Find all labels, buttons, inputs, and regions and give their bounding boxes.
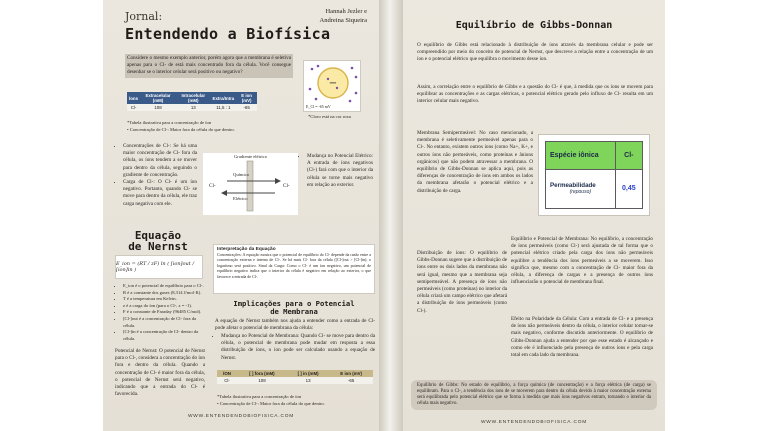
implications-table	[217, 370, 373, 384]
footer-url[interactable]: WWW.ENTENDENDOBIOFISICA.COM	[480, 420, 588, 425]
table-cell: 11,5 : 1	[211, 104, 237, 111]
table-cell: 13	[176, 104, 211, 111]
table-cell: 108	[237, 377, 287, 384]
implications-caption-text: *Tabela ilustrativa para a concentração de íon	[217, 394, 302, 399]
table-header: Extra/Intra	[211, 92, 237, 104]
table-header: E ion (mV)	[329, 370, 373, 377]
table-header: [ ] in (mM)	[287, 370, 329, 377]
table-cell: -65	[236, 104, 257, 111]
table-caption-bullet: • Concentração de Cl-: Maior fora da célula do que dentro.	[127, 126, 235, 132]
permeability-table	[545, 141, 643, 209]
list-item: • E_ion é o potencial de equilíbrio para o Cl-.	[123, 283, 205, 290]
table-cell: 108	[140, 104, 176, 111]
permeability-card	[538, 134, 650, 216]
list-item: • z é a carga do íon (para o Cl-, z = -1).	[123, 303, 205, 310]
effect-paragraph: Efeito na Polaridade da Célula: Com a entrada de Cl- e a presença de íons não permeáveis dentro da célula, o interior celular tornar-se mais negativo, conforme discutido anteriormente. O equilíbrio de Gibbs-Donnan ajuda a entender por que esse estado é alcançado e como ele é influenciado pela presença de outros íons e pela carga total em cada lado da membrana.	[511, 316, 653, 359]
table-caption-text: *Tabela ilustrativa para a concentração de íon	[127, 120, 212, 125]
table-caption-bullet-text: Concentração de Cl-: Maior fora da célula do que dentro.	[129, 126, 235, 132]
page-title: Entendendo a Biofísica	[125, 25, 331, 43]
implications-list	[215, 333, 375, 362]
membrane-paragraph: Membrana Semipermeável: No caso mencionado, a membrana é seletivamente permeável apenas para o Cl-. No entanto, existem outros íons (como Na+, K+, e outros íons não permeáveis, como proteínas e ânions orgânicos) que não podem atravessar a membrana. O equilíbrio de Gibbs-Donnan se aplica aqui, pois as diferenças de concentração de íons em ambos os lados da membrana afetarão o potencial elétrico e a distribuição de carga.	[417, 130, 533, 194]
footer-url[interactable]: WWW.ENTENDENDOBIOFISICA.COM	[187, 414, 295, 419]
nernst-variable-list	[117, 283, 205, 342]
table-cell: Cl-	[127, 104, 140, 111]
gradient-ion-right: Cl-	[283, 183, 290, 189]
table-cell: Cl-	[217, 377, 237, 384]
list-item: • [Cl-]out é a concentração de Cl- fora da célula.	[123, 316, 205, 329]
right-page	[403, 0, 665, 431]
implications-title-line-2: de Membrana	[270, 306, 318, 316]
table-caption	[127, 120, 297, 133]
table-cell: 13	[287, 377, 329, 384]
authors	[320, 8, 367, 25]
cell-caption: *Cloro está na cor roxa	[308, 114, 351, 119]
implications-caption-bullet: • Concentração de Cl-: Maior fora da célula do que dentro.	[217, 400, 325, 406]
list-item: • Carga de Cl-: O Cl- é um íon negativo. Portanto, quando Cl- se move para dentro da célula, ele traz carga negativa com ele.	[123, 179, 197, 208]
nernst-title	[115, 230, 201, 252]
cell-illustration	[303, 60, 361, 112]
table-header: Intracelular (mM)	[176, 92, 211, 104]
gradient-diagram	[203, 153, 298, 215]
table-cell: -65	[329, 377, 373, 384]
list-item: • Concentrações de Cl-: Se há uma maior concentração de Cl- fora da célula, os íons tendem a se mover para dentro da célula, seguindo o gradiente de concentração.	[123, 143, 197, 179]
permeability-sublabel: (repouso)	[569, 189, 592, 196]
permeability-label: Permeabilidade	[550, 182, 596, 190]
gradient-ion-left: Cl-	[209, 183, 216, 189]
table-header: E ion (mV)	[236, 92, 257, 104]
table-header: Íons	[127, 92, 140, 104]
left-page	[103, 0, 379, 431]
author-line-2: Andreina Siqueira	[319, 16, 367, 24]
nernst-title-line-1: Equação	[134, 229, 182, 242]
table-header: [ ] fora (mM)	[237, 370, 287, 377]
implications-caption	[217, 394, 377, 407]
cell-formula: E_Cl = -65 mV	[306, 104, 331, 109]
nernst-title-line-2: de Nernst	[128, 240, 188, 253]
gradient-label-chem: Químico	[233, 172, 250, 177]
list-item: • T é a temperatura em Kelvin.	[123, 296, 205, 303]
implications-text: A equação de Nernst também nos ajuda a entender como a entrada de Cl- pode afetar o potencial de membrana da célula:	[215, 318, 375, 332]
svg-text:−: −	[328, 78, 338, 89]
table-cell	[546, 169, 616, 208]
journal-label: Jornal:	[125, 10, 163, 23]
gradient-label-top: Gradiente elétrico	[233, 154, 268, 159]
author-line-1: Hannah Jezler e	[325, 8, 367, 15]
nernst-paragraph: Potencial de Nernst: O potencial de Nernst para o Cl-, considera a concentração do íon fora e dentro da célula. Quando a concentração de Cl- é maior fora da célula, o potencial de Nernst será negativo, indicando que a entrada do Cl- é favorecida.	[115, 348, 205, 398]
gibbs-paragraph-2: Assim, a correlação entre o equilíbrio de Gibbs e a questão do Cl- é que, à medida que os íons se movem para equilibrar as concentrações e as cargas elétricas, o potencial elétrico gerado pelo influxo de Cl- resulta em um interior celular mais negativo.	[417, 84, 653, 105]
interpretation-box	[213, 244, 375, 294]
interpretation-text: Concentrações: A equação mostra que o potencial de equilíbrio do Cl- depende da razão entre a concentração externa e interna de Cl-. Se há mais Cl- fora da célula ([Cl-]out > [Cl-]in), o logaritmo será positivo. Sinal da Carga: Como o Cl- é um íon negativo, um potencial de equilíbrio negativo indica que o interior da célula é negativo em relação ao exterior, o que favorece a entrada de Cl-.	[217, 252, 371, 279]
distribution-paragraph: Distribuição de íons: O equilíbrio de Gibbs-Donnan sugere que a distribuição de íons entre os dois lados da membrana não será igual, mesmo que a membrana seja semipermeável. A presença de íons não permeáveis (como proteínas) no interior da célula criará um campo elétrico que afetará a distribuição de íons permeáveis (como Cl-).	[417, 250, 507, 314]
interpretation-title: Interpretação da Equação	[217, 247, 276, 252]
equilibrium-paragraph: Equilíbrio e Potencial de Membrana: No equilíbrio, a concentração de íons permeáveis (como Cl-) será ajustada de tal forma que o potencial elétrico criado pela carga dos íons não permeáveis equilibre a tendência dos íons permeáveis a se moverem. Isso significa que, mesmo com a concentração de Cl- maior fora da célula, a diferença de cargas e a presença de outros íons influenciarão o potencial de membrana final.	[511, 236, 653, 286]
gradient-label-elec: Elétrico	[233, 196, 248, 201]
table-header: Extracelular (mM)	[140, 92, 176, 104]
implications-title	[213, 300, 375, 315]
implications-caption-bullet-text: Concentração de Cl-: Maior fora da célula do que dentro.	[219, 400, 325, 406]
list-item: • [Cl-]in é a concentração de Cl- dentro da célula.	[123, 329, 205, 342]
gibbs-paragraph-1: O equilíbrio de Gibbs está relacionado à distribuição de íons através da membrana celular e pode ser compreendido por meio do conceito de potencial de Nernst, que descreve a relação entre a concentração de um íon e o potencial elétrico que equilibra o movimento desse íon.	[417, 42, 653, 63]
table-cell: Espécie iônica	[546, 142, 616, 170]
gibbs-title: Equilíbrio de Gibbs-Donnan	[455, 20, 613, 31]
potential-list	[301, 153, 373, 189]
table-cell: 0,45	[615, 169, 642, 208]
table-cell: Cl-	[615, 142, 642, 170]
table-header: ÍON	[217, 370, 237, 377]
list-item: • Mudança no Potencial de Membrana: Quando Cl- se move para dentro da célula, o potencial de membrana pode mudar em resposta a essa distribuição de íons, o íon pode ser calculado usando a equação de Nernst.	[221, 333, 375, 362]
ion-table	[127, 92, 257, 111]
list-item: • R é a constante dos gases (8,314 J/mol·K).	[123, 290, 205, 297]
book-gutter	[379, 0, 403, 431]
gibbs-note: Equilíbrio de Gibbs: No estado de equilíbrio, a força química (de concentração) e a força elétrica (de carga) se equilibram. Para o Cl-, a tendência dos íons de se moverem para dentro da célula devido à maior concentração externa será equilibrada pelo potencial elétrico que se forma à medida que mais íons negativos entram, tornando o interior da célula mais negativo.	[411, 380, 657, 410]
list-item: • Mudança no Potencial Elétrico: A entrada de íons negativos (Cl-) fará com que o interior da célula se torne mais negativo em relação ao exterior.	[307, 153, 373, 189]
concentration-list	[117, 143, 197, 208]
nernst-formula: E_ion = (RT / zF) ln ( [ion]out / [ion]in )	[115, 255, 203, 279]
list-item: • F é a constante de Faraday (96485 C/mol).	[123, 309, 205, 316]
implications-title-line-1: Implicações para o Potencial	[233, 299, 355, 308]
intro-text: Considere o mesmo exemplo anterior, porém agora que a membrana é seletiva apenas para o Cl- de está mais concentrado fora da célula. Você consegue desenhar se o interior celular será positivo ou negativo?	[125, 54, 293, 78]
